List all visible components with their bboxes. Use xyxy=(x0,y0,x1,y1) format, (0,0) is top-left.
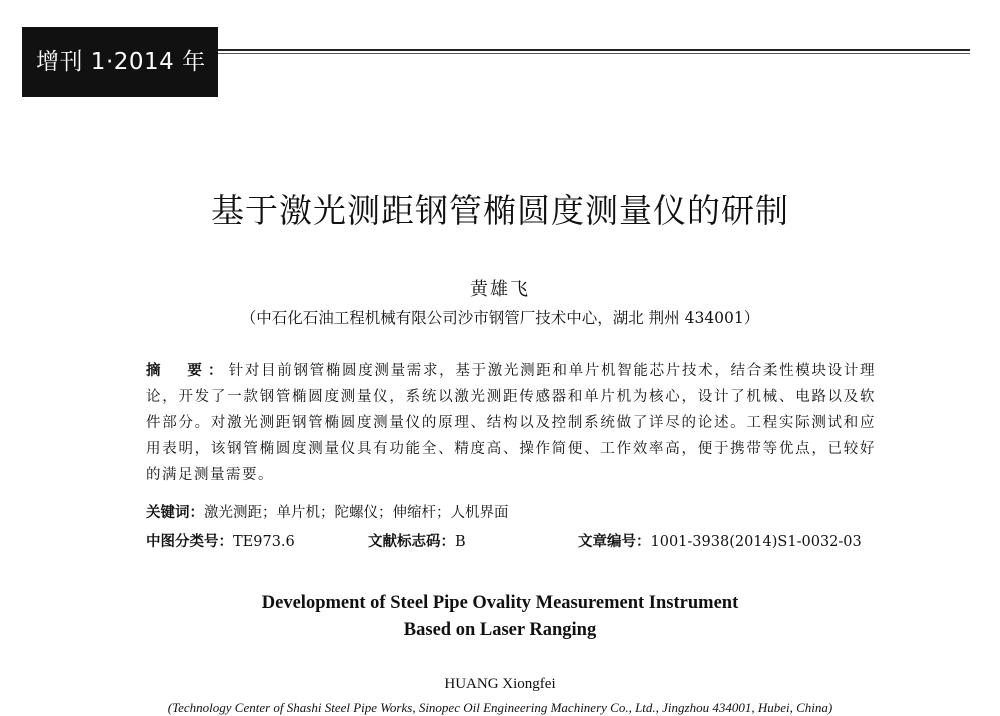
author-chinese: 黄雄飞 xyxy=(470,279,530,300)
header-rule-thin xyxy=(218,53,970,54)
abstract-label: 摘 要： xyxy=(146,363,229,379)
clc-number xyxy=(146,529,295,555)
document-code xyxy=(368,529,466,555)
keywords-text: 激光测距；单片机；陀螺仪；伸缩杆；人机界面 xyxy=(204,505,509,521)
doc-code-value: B xyxy=(455,534,466,550)
article-number xyxy=(578,529,862,555)
en-title-line-2: Based on Laser Ranging xyxy=(403,620,597,640)
abstract xyxy=(146,358,876,488)
clc-label: 中图分类号： xyxy=(146,534,233,550)
paper-title-chinese: 基于激光测距钢管椭圆度测量仪的研制 xyxy=(211,191,789,230)
issue-badge: 增刊 1·2014 年 xyxy=(22,27,218,97)
affiliation-chinese: （中石化石油工程机械有限公司沙市钢管厂技术中心，湖北 荆州 434001） xyxy=(240,309,760,327)
article-number-label: 文章编号： xyxy=(578,534,651,550)
paper-title-english xyxy=(0,590,1000,644)
article-number-value: 1001-3938(2014)S1-0032-03 xyxy=(650,534,862,550)
keywords-label: 关键词： xyxy=(146,505,204,521)
doc-code-label: 文献标志码： xyxy=(368,534,455,550)
affiliation-english: (Technology Center of Shashi Steel Pipe Works, Sinopec Oil Engineering Machinery Co., Ltd., Jingzhou 434001, Hubei, China) xyxy=(167,700,833,715)
abstract-text: 针对目前钢管椭圆度测量需求，基于激光测距和单片机智能芯片技术，结合柔性模块设计理论，开发了一款钢管椭圆度测量仪，系统以激光测距传感器和单片机为核心，设计了机械、电路以及软件部分。对激光测距钢管椭圆度测量仪的原理、结构以及控制系统做了详尽的论述。工程实际测试和应用表明，该钢管椭圆度测量仪具有功能全、精度高、操作简便、工作效率高，便于携带等优点，已较好的满足测量需要。 xyxy=(146,363,877,483)
en-title-line-1: Development of Steel Pipe Ovality Measurement Instrument xyxy=(261,593,739,613)
author-english: HUANG Xiongfei xyxy=(444,676,556,692)
clc-value: TE973.6 xyxy=(233,534,295,550)
keywords xyxy=(146,500,876,526)
header-rule xyxy=(218,49,970,51)
